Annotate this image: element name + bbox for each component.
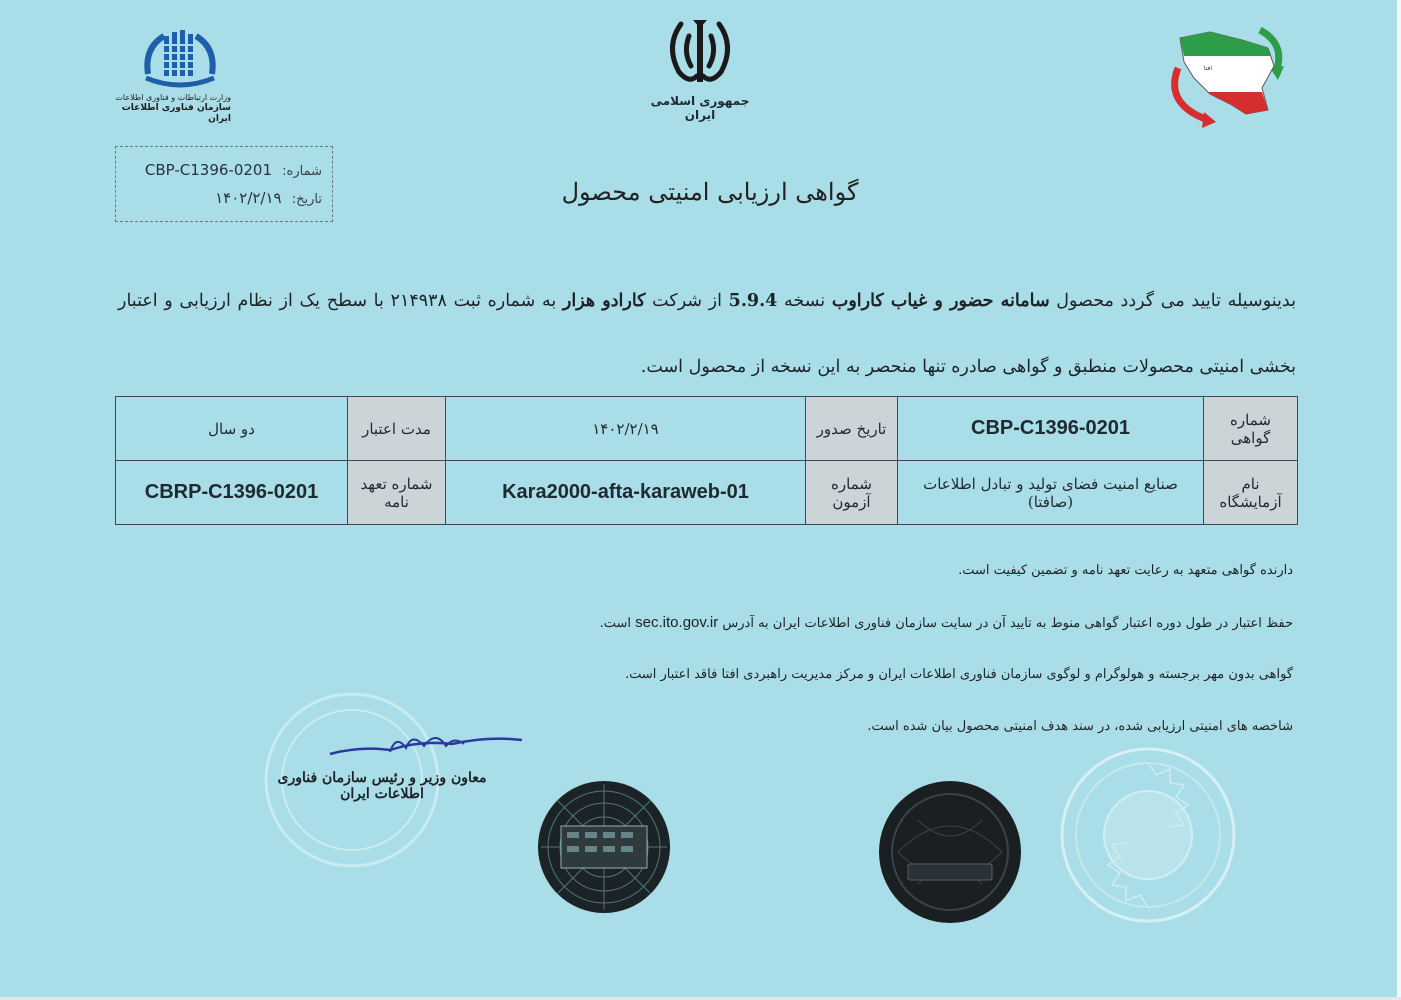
issue-date-label: تاریخ صدور bbox=[806, 397, 898, 461]
signature-icon bbox=[330, 738, 522, 754]
cert-no-value: CBP-C1396-0201 bbox=[898, 397, 1204, 461]
number-label: شماره: bbox=[282, 164, 322, 179]
date-value: ۱۴۰۲/۲/۱۹ bbox=[215, 189, 282, 207]
commit-no-label: شماره تعهد نامه bbox=[348, 461, 446, 525]
afta-embossed-seal-icon bbox=[1058, 745, 1238, 925]
hologram-icon bbox=[537, 780, 671, 914]
number-value: CBP-C1396-0201 bbox=[144, 161, 273, 179]
certificate-info-table bbox=[115, 396, 1298, 525]
certificate-statement bbox=[118, 268, 1296, 400]
ito-logo bbox=[115, 28, 243, 124]
iran-emblem-icon bbox=[661, 18, 739, 90]
product-name: سامانه حضور و غیاب کاراوب bbox=[831, 291, 1050, 311]
ito-logo-line2: سازمان فناوری اطلاعات ایران bbox=[121, 103, 231, 124]
note-3: گواهی بدون مهر برجسته و هولوگرام و لوگوی سازمان فناوری اطلاعات ایران و مرکز مدیریت راهبردی افتا فاقد اعتبار است. bbox=[624, 667, 1293, 682]
afta-logo bbox=[1150, 18, 1295, 133]
table-row bbox=[116, 461, 1298, 525]
iran-emblem bbox=[640, 18, 760, 122]
emblem-caption: جمهوری اسلامی ایران bbox=[650, 94, 750, 122]
dark-seal-icon bbox=[878, 780, 1022, 924]
cert-no-label: شماره گواهی bbox=[1204, 397, 1298, 461]
certificate-number-box bbox=[115, 146, 333, 222]
validity-value: دو سال bbox=[116, 397, 348, 461]
company-name: کارادو هزار bbox=[562, 291, 646, 311]
signatory-title: معاون وزیر و رئیس سازمان فناوری اطلاعات ایران bbox=[277, 770, 487, 802]
note-2-text-a: حفظ اعتبار در طول دوره اعتبار گواهی منوط به تایید آن در سایت سازمان فناوری اطلاعات ایران به آدرس bbox=[718, 616, 1293, 631]
statement-part2: نسخه bbox=[777, 291, 832, 311]
test-no-label: شماره آزمون bbox=[806, 461, 898, 525]
note-1: دارنده گواهی متعهد به رعایت تعهد نامه و تضمین کیفیت است. bbox=[958, 563, 1293, 578]
lab-label: نام آزمایشگاه bbox=[1204, 461, 1298, 525]
validity-label: مدت اعتبار bbox=[348, 397, 446, 461]
website-link[interactable]: sec.ito.gov.ir bbox=[635, 614, 719, 631]
test-no-value: Kara2000-afta-karaweb-01 bbox=[446, 461, 806, 525]
paper-edge bbox=[1397, 0, 1401, 1000]
ito-logo-line1: وزارت ارتباطات و فناوری اطلاعات bbox=[115, 93, 231, 102]
issue-date-value: ۱۴۰۲/۲/۱۹ bbox=[446, 397, 806, 461]
note-4: شاخصه های امنیتی ارزیابی شده، در سند هدف امنیتی محصول بیان شده است. bbox=[867, 719, 1293, 734]
ito-emblem-icon bbox=[140, 28, 220, 90]
statement-part4: به شماره ثبت ۲۱۴۹۳۸ با سطح یک از نظام ارزیابی و اعتبار بخشی امنیتی محصولات منطبق و گواهی صادره تنها منحصر به این نسخه از محصول است. bbox=[118, 291, 1296, 377]
note-2 bbox=[393, 612, 1293, 664]
svg-text:افتا: افتا bbox=[1203, 65, 1212, 72]
note-2-text-b: است. bbox=[599, 616, 636, 631]
product-version: 5.9.4 bbox=[728, 291, 778, 311]
lab-value: صنایع امنیت فضای تولید و تبادل اطلاعات (صافتا) bbox=[898, 461, 1204, 525]
afta-map-icon bbox=[1150, 18, 1295, 133]
commit-no-value: CBRP-C1396-0201 bbox=[116, 461, 348, 525]
statement-part1: بدینوسیله تایید می گردد محصول bbox=[1049, 291, 1296, 311]
statement-part3: از شرکت bbox=[645, 291, 729, 311]
date-label: تاریخ: bbox=[291, 192, 322, 207]
certificate-title: گواهی ارزیابی امنیتی محصول bbox=[561, 178, 859, 206]
table-row bbox=[116, 397, 1298, 461]
